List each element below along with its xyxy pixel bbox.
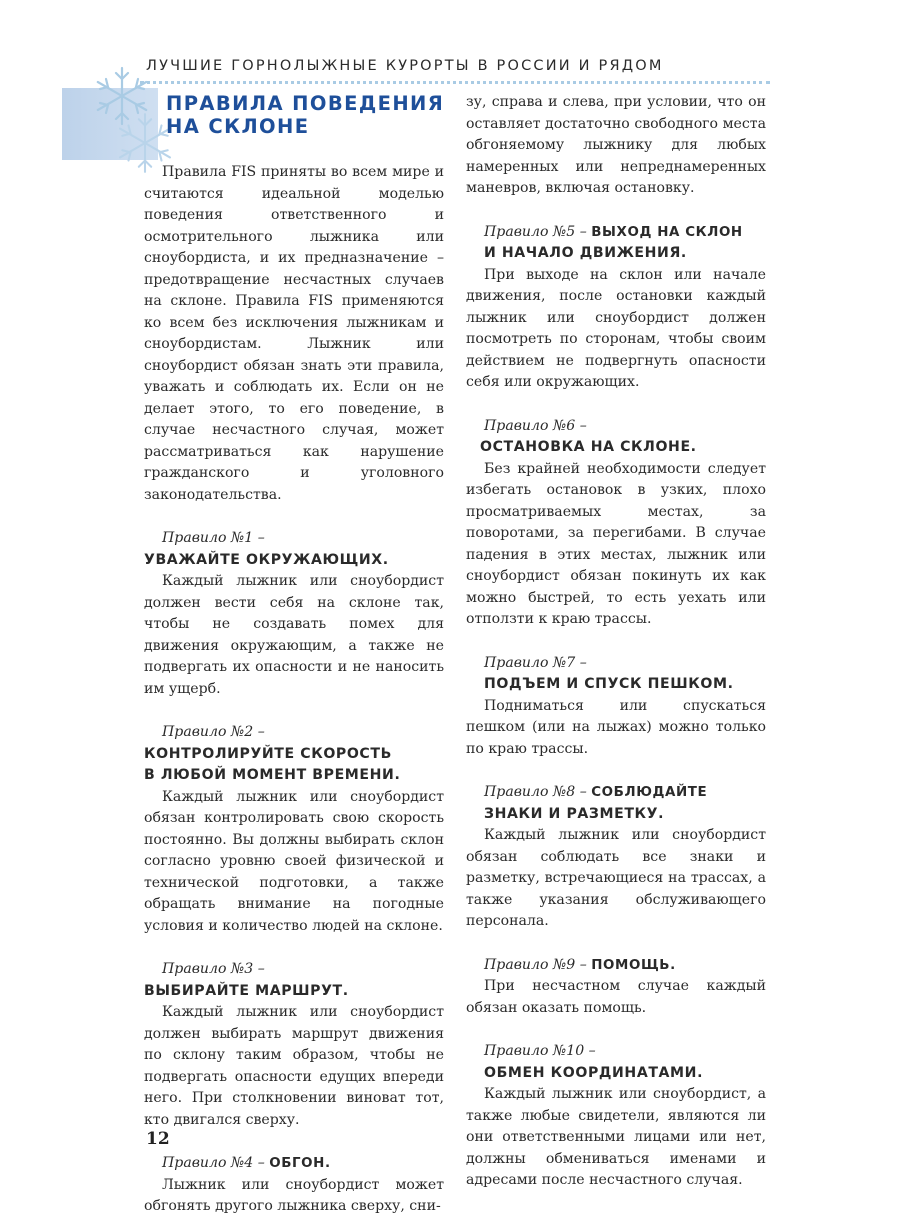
rule-text: Лыжник или сноубордист может обгонять другого лыжника сверху, сни- — [144, 1176, 444, 1214]
rule-name: ЗНАКИ И РАЗМЕТКУ. — [484, 805, 665, 822]
section-title — [166, 92, 444, 138]
rule-number: Правило №10 – — [484, 1043, 596, 1059]
rule-text: Каждый лыжник или сноубордист должен вести себя на склоне так, чтобы не создавать помех для движения окружающим, а также не подвергать их опасности и не наносить им ущерб. — [144, 573, 444, 697]
rule-heading — [466, 782, 766, 825]
rule-heading — [144, 722, 444, 787]
rule-name: ПОДЪЕМ И СПУСК ПЕШКОМ. — [484, 676, 734, 692]
section-title-line: НА СКЛОНЕ — [166, 115, 310, 138]
rule-text: Без крайней необходимости следует избегать остановок в узких, плохо просматриваемых местах, за поворотами, за перегибами. В случае падения в этих местах, лыжник или сноубордист обязан покинуть их как можно быстрей, то есть уехать или отползти к краю трассы. — [466, 460, 766, 627]
rule-heading — [466, 653, 766, 696]
rule-heading — [144, 528, 444, 571]
rule-text: Каждый лыжник или сноубордист должен выбирать маршрут движения по склону таким образом, чтобы не подвергать опасности едущих впереди него. При столкновении виноват тот, кто двигался сверху. — [144, 1004, 444, 1128]
rule-heading — [466, 955, 766, 977]
rule-heading — [466, 1041, 766, 1084]
rule-text: Каждый лыжник или сноубордист обязан контролировать свою скорость постоянно. Вы должны выбирать склон согласно уровню своей физической и технической подготовки, а также обращать внимание на погодные условия и количество людей на склоне. — [144, 788, 444, 934]
rule-number: Правило №5 – — [484, 223, 587, 240]
page-number: 12 — [146, 1129, 170, 1149]
left-column — [144, 92, 444, 1218]
rule-number: Правило №6 – — [484, 417, 587, 434]
rule-name: КОНТРОЛИРУЙТЕ СКОРОСТЬ — [144, 745, 392, 762]
rule-name: ПОМОЩЬ. — [591, 957, 676, 973]
rule-name: ВЫБИРАЙТЕ МАРШРУТ. — [144, 982, 349, 999]
rule-text: Каждый лыжник или сноубордист, а также любые свидетели, являются ли они ответственными лицами или нет, должны обмениваться именами и адресами после несчастного случая. — [466, 1086, 766, 1188]
rule-number: Правило №1 – — [162, 530, 265, 546]
rule-number: Правило №9 – — [484, 956, 587, 973]
rule-text-continued: зу, справа и слева, при условии, что он оставляет достаточно свободного места обгоняемому лыжнику для любых намеренных или непреднамеренных маневров, включая остановку. — [466, 94, 766, 196]
rule-name: ОБГОН. — [269, 1156, 331, 1171]
rule-name: УВАЖАЙТЕ ОКРУЖАЮЩИХ. — [144, 551, 389, 568]
rule-number: Правило №8 – — [484, 784, 587, 800]
rule-text: Каждый лыжник или сноубордист обязан соблюдать все знаки и разметку, встречающиеся на трассах, а также указания обслуживающего персонала. — [466, 827, 766, 929]
rule-number: Правило №4 – — [162, 1155, 265, 1171]
rule-heading — [144, 959, 444, 1002]
rule-heading — [466, 222, 766, 265]
dotted-divider — [140, 81, 770, 84]
rule-name: В ЛЮБОЙ МОМЕНТ ВРЕМЕНИ. — [144, 767, 401, 783]
rule-name: И НАЧАЛО ДВИЖЕНИЯ. — [484, 245, 687, 261]
rule-text: При выходе на склон или начале движения, после остановки каждый лыжник или сноубордист должен посмотреть по сторонам, чтобы своим действием не подвергнуть опасности себя или окружающих. — [466, 266, 766, 390]
rule-number: Правило №2 – — [162, 724, 265, 740]
rule-name: ОСТАНОВКА НА СКЛОНЕ. — [480, 439, 697, 455]
rule-number: Правило №7 – — [484, 654, 587, 671]
rule-heading — [144, 1153, 444, 1175]
rule-text: Подниматься или спускаться пешком (или на лыжах) можно только по краю трассы. — [466, 697, 766, 757]
rule-name: ВЫХОД НА СКЛОН — [591, 224, 743, 240]
rule-heading — [466, 416, 766, 459]
running-head: ЛУЧШИЕ ГОРНОЛЫЖНЫЕ КУРОРТЫ В РОССИИ И РЯДОМ — [146, 58, 664, 74]
intro-paragraph: Правила FIS приняты во всем мире и считаются идеальной моделью поведения ответственного и осмотрительного лыжника или сноубордиста, и их предназначение – предотвращение несчастных случаев на склоне. Правила FIS применяются ко всем без исключения лыжникам и сноубордистам. Лыжник или сноубордист обязан знать эти правила, уважать и соблюдать их. Если он не делает этого, то его поведение, в случае несчастного случая, может рассматриваться как нарушение гражданского и уголовного законодательства. — [144, 164, 444, 503]
right-column — [466, 92, 766, 1192]
rule-name: СОБЛЮДАЙТЕ — [591, 785, 708, 800]
rule-name: ОБМЕН КООРДИНАТАМИ. — [484, 1064, 704, 1081]
rule-number: Правило №3 – — [162, 961, 265, 977]
rule-text: При несчастном случае каждый обязан оказать помощь. — [466, 978, 766, 1016]
section-title-line: ПРАВИЛА ПОВЕДЕНИЯ — [166, 92, 445, 115]
